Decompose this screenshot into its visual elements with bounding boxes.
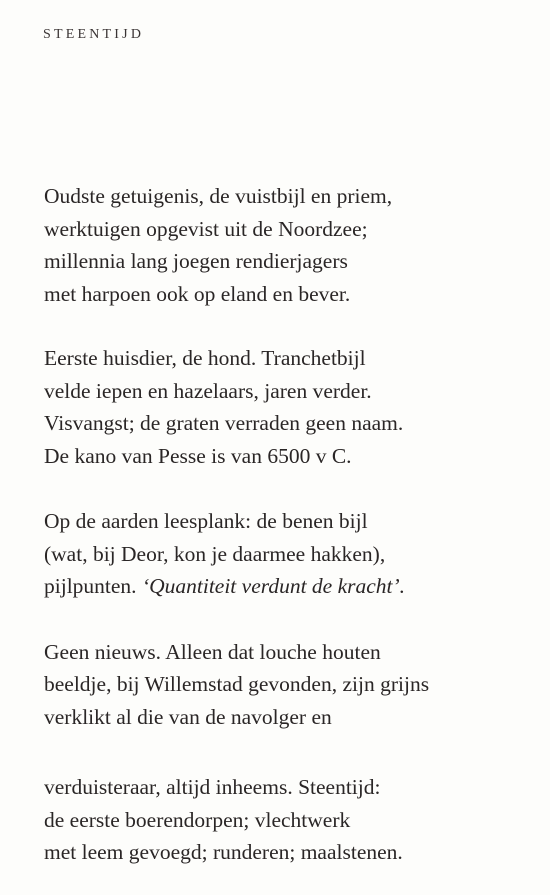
stanza [44,771,534,869]
stanza [44,505,534,603]
poem-line: Op de aarden leesplank: de benen bijl [44,509,368,533]
poem-line: velde iepen en hazelaars, jaren verder. [44,378,372,403]
poem-line: werktuigen opgevist uit de Noordzee; [44,216,368,241]
stanza [44,636,534,734]
line-prefix: pijlpunten. [44,574,142,598]
poem-line: verklikt al die van de navolger en [44,704,332,729]
poem-line: (wat, bij Deor, kon je daarmee hakken), [44,541,386,566]
poem-line: met leem gevoegd; runderen; maalstenen. [44,840,403,864]
poem-line: beeldje, bij Willemstad gevonden, zijn grijns [44,672,430,696]
running-head: STEENTIJD [43,27,145,42]
poem [44,180,534,869]
poem-line: Visvangst; de graten verraden geen naam. [44,411,404,435]
poem-line: Oudste getuigenis, de vuistbijl en priem, [44,184,393,208]
poem-line: de eerste boerendorpen; vlechtwerk [44,807,351,832]
poem-line: Eerste huisdier, de hond. Tranchetbijl [44,346,366,370]
italic-quote: ‘Quantiteit verdunt de kracht’. [141,574,406,598]
poem-line: De kano van Pesse is van 6500 v C. [44,443,352,468]
stanza [44,342,534,472]
poem-line: Geen nieuws. Alleen dat louche houten [44,639,381,664]
poem-line: met harpoen ook op eland en bever. [44,281,351,306]
poem-line-with-quote [44,570,534,603]
stanza [44,180,534,310]
poem-line: millennia lang joegen rendierjagers [44,249,348,273]
poem-line: verduisteraar, altijd inheems. Steentijd: [44,775,381,799]
